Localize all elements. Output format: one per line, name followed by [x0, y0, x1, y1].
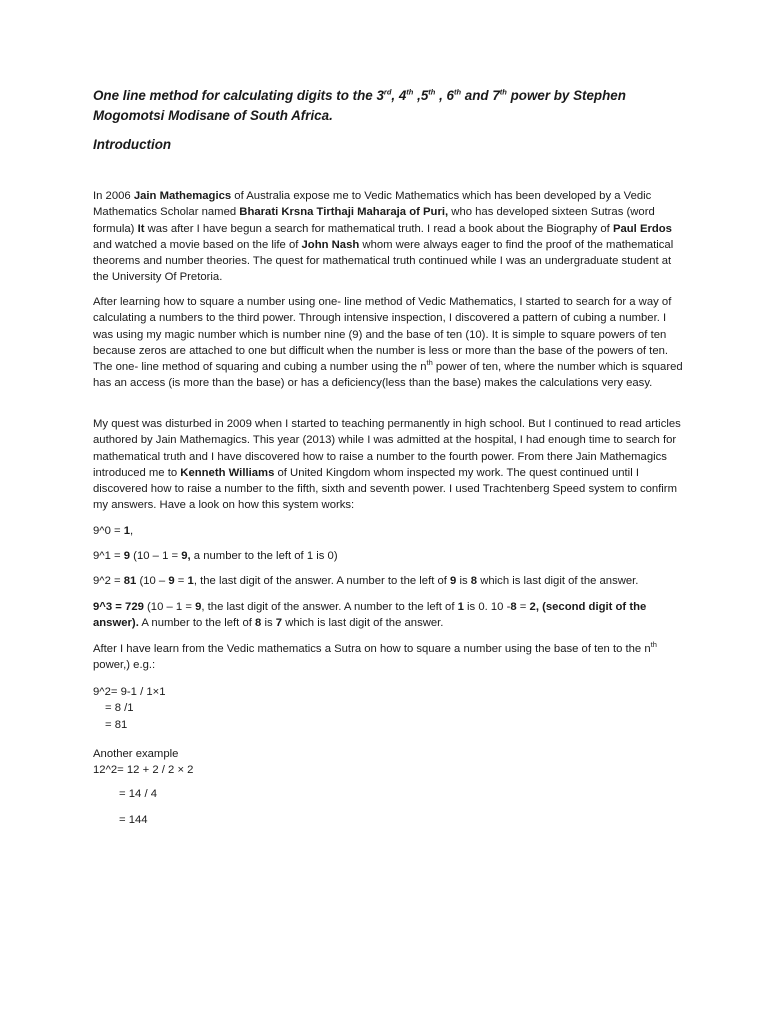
text-run: (10 – [136, 575, 169, 587]
title-text: One line method for calculating digits to the 3 [93, 88, 384, 103]
bold-text: 1 [187, 575, 194, 587]
bold-text: 8 [470, 575, 478, 587]
title-superscript: th [453, 87, 462, 97]
bold-text: Kenneth Williams [180, 466, 275, 479]
text-run: which is last digit of the answer. [282, 617, 444, 630]
text-run: (10 – 1 = [143, 601, 196, 613]
text-run: is 0. 10 - [463, 601, 511, 613]
example-2-line-2: = 14 / 4 [119, 788, 158, 800]
text-run: of United Kingdom whom inspected my work. The quest continued until I discovered how to raise a number to the fifth, sixth and seventh power. I used Trachtenberg Speed system to confirm my answers. Have a look on how this system works: [93, 466, 677, 512]
superscript: th [426, 358, 433, 368]
text-run: After I have learn from the Vedic mathematics a Sutra on how to square a number using the base of ten to the n [93, 643, 651, 655]
example-1-line-3: = 81 [105, 718, 128, 731]
text-run: (10 – 1 = [130, 550, 182, 562]
example-1-line-2: = 8 /1 [105, 702, 134, 715]
text-run: is [456, 575, 471, 587]
text-run: power,) e.g.: [93, 659, 156, 672]
title-text: and 7 [461, 88, 500, 103]
example-2 [93, 746, 683, 779]
text-run: is [261, 617, 276, 630]
bold-text: Paul Erdos [612, 222, 672, 235]
bold-text: 8 [255, 617, 262, 630]
text-run: = [516, 601, 530, 613]
title-text: , 4 [391, 88, 407, 103]
text-run: a number to the left of 1 is 0) [190, 550, 338, 562]
text-run: power of ten, where the number which is squared has an access (is more than the base) or has a deficiency(less than the base) makes the calculations very easy. [93, 361, 683, 390]
text-run: , the last digit of the answer. A number to the left of [201, 601, 458, 613]
text-run: 9^2 = [93, 575, 124, 587]
example-line-9-power-3 [93, 599, 683, 632]
bold-text: Bharati Krsna Tirthaji Maharaja of Puri, [239, 206, 449, 219]
text-run: In 2006 [93, 190, 134, 202]
title-superscript: th [406, 87, 414, 97]
bold-text: 9^3 = 729 [93, 601, 144, 613]
title-text: , 6 [435, 88, 454, 103]
bold-text: 9 [123, 550, 131, 562]
example-line-9-power-0 [93, 523, 683, 539]
text-run: which is last digit of the answer. [477, 575, 639, 587]
text-run: , [130, 525, 134, 537]
superscript: th [650, 640, 657, 650]
paragraph-5 [93, 641, 683, 674]
text-run: = [174, 575, 188, 587]
text-run: of Australia expose me to Vedic Mathematics which has been developed by a Vedic Mathematics Scholar named [93, 190, 652, 219]
bold-text: 9 [168, 575, 175, 587]
example-2-heading: Another example [93, 748, 179, 760]
title-superscript: rd [383, 87, 392, 97]
text-run: , the last digit of the answer. A number to the left of [193, 575, 451, 587]
bold-text: 8 [510, 601, 517, 613]
text-run: 9^1 = [93, 550, 124, 562]
example-line-9-power-2 [93, 573, 683, 589]
example-2-line-1: 12^2= 12 + 2 / 2 × 2 [93, 764, 194, 777]
text-run: whom were always eager to find the proof of the mathematical theorems and number theories. The quest for mathematical truth continued while I was an undergraduate student at the University Of Pretoria. [93, 238, 674, 284]
example-1-line-1: 9^2= 9-1 / 1×1 [93, 686, 166, 698]
introduction-heading: Introduction [93, 137, 172, 152]
title-superscript: th [428, 87, 436, 97]
example-2-line-3: = 144 [119, 814, 148, 826]
text-run: After learning how to square a number using one- line method of Vedic Mathematics, I started to search for a way of calculating a numbers to the third power. Through intensive inspection, I discovered a pattern of cubing a number. I was using my magic number which is number nine (9) and the base of ten (10). It is simple to square powers of ten because zeros are attached to one but difficult when the number is less or more than the base of the powers of ten. The one- line method of squaring and cubing a number using the n [93, 296, 672, 374]
example-1 [93, 684, 683, 733]
paragraph-3 [93, 416, 683, 514]
bold-text: 9, [181, 550, 191, 562]
paragraph-1 [93, 188, 683, 286]
title-text: ,5 [413, 88, 429, 103]
bold-text: 9 [450, 575, 457, 587]
bold-text: 9 [195, 601, 202, 613]
paragraph-2 [93, 294, 683, 392]
document-title [93, 86, 693, 126]
bold-text: 1 [457, 601, 464, 613]
text-run: was after I have begun a search for mathematical truth. I read a book about the Biography of [144, 222, 613, 235]
bold-text: It [137, 222, 145, 235]
bold-text: 2, (second digit of the answer). [93, 601, 647, 630]
text-run: who has developed sixteen Sutras (word formula) [93, 206, 655, 235]
text-run: A number to the left of [138, 617, 256, 630]
text-run: and watched a movie based on the life of [93, 238, 302, 251]
example-line-9-power-1 [93, 548, 683, 564]
title-superscript: th [499, 87, 507, 97]
text-run: 9^0 = [93, 525, 124, 537]
bold-text: 81 [123, 575, 137, 587]
bold-text: 1 [123, 525, 131, 537]
bold-text: 7 [275, 617, 283, 630]
bold-text: John Nash [301, 238, 360, 251]
text-run: My quest was disturbed in 2009 when I started to teaching permanently in high school. But I continued to read articles authored by Jain Mathemagics. This year (2013) while I was admitted at the hospital, I had enough time to search for mathematical truth and I have discovered how to raise a number to the fourth power. From there Jain Mathemagics introduced me to [93, 418, 681, 479]
bold-text: Jain Mathemagics [133, 190, 232, 202]
title-text: power by Stephen Mogomotsi Modisane of South Africa. [93, 88, 626, 123]
